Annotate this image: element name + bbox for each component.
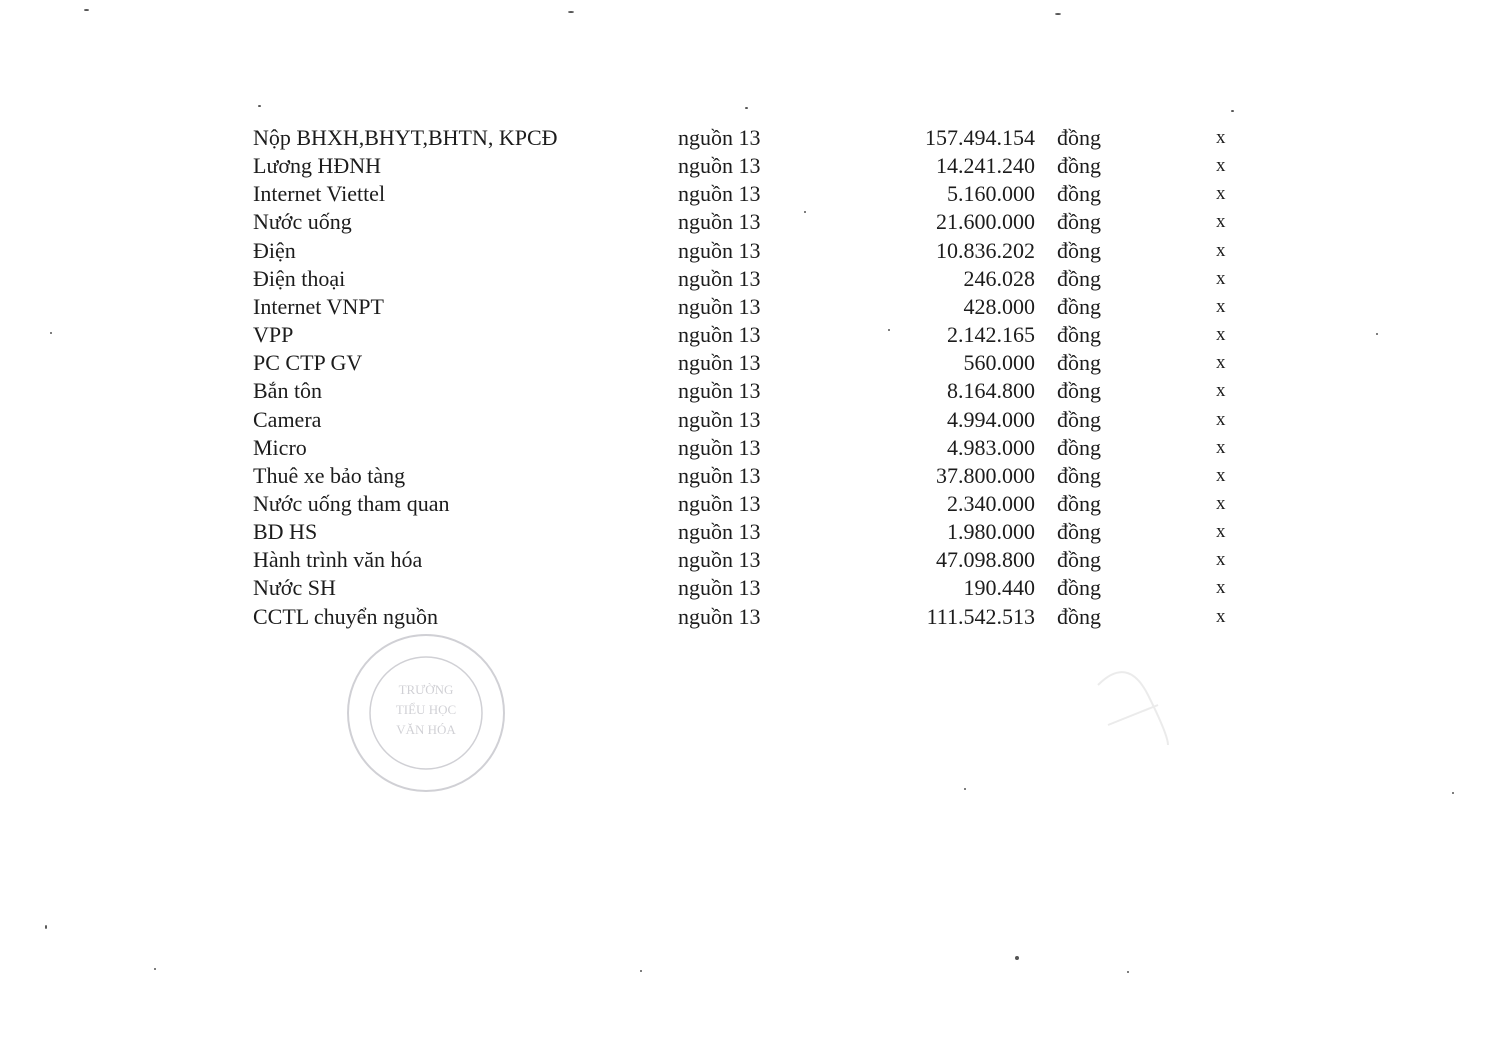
expense-amount: 428.000 bbox=[963, 293, 1035, 319]
funding-source: nguồn 13 bbox=[678, 406, 761, 432]
table-row bbox=[0, 518, 1500, 546]
funding-source: nguồn 13 bbox=[678, 547, 761, 573]
check-mark: x bbox=[1216, 436, 1226, 458]
currency-unit: đồng bbox=[1057, 547, 1101, 573]
check-mark: x bbox=[1216, 127, 1226, 148]
expense-amount: 2.340.000 bbox=[947, 490, 1035, 516]
expense-description: Internet VNPT bbox=[253, 293, 384, 319]
table-row bbox=[0, 180, 1500, 208]
scan-speck bbox=[84, 9, 89, 11]
currency-unit: đồng bbox=[1057, 322, 1101, 348]
expense-amount: 8.164.800 bbox=[947, 378, 1035, 404]
funding-source: nguồn 13 bbox=[678, 378, 761, 404]
table-row bbox=[0, 321, 1500, 349]
funding-source: nguồn 13 bbox=[678, 237, 761, 263]
check-mark: x bbox=[1216, 492, 1226, 514]
table-row bbox=[0, 265, 1500, 293]
expense-amount: 157.494.154 bbox=[925, 125, 1035, 150]
check-mark: x bbox=[1216, 239, 1226, 261]
funding-source: nguồn 13 bbox=[678, 181, 761, 207]
table-row bbox=[0, 349, 1500, 377]
table-row bbox=[0, 237, 1500, 265]
table-row bbox=[0, 462, 1500, 490]
expense-amount: 560.000 bbox=[963, 350, 1035, 376]
expense-amount: 4.983.000 bbox=[947, 434, 1035, 460]
official-stamp bbox=[343, 632, 509, 794]
expense-description: Camera bbox=[253, 406, 322, 432]
expense-description: Nước uống bbox=[253, 209, 352, 235]
table-row bbox=[0, 574, 1500, 602]
expense-description: Hành trình văn hóa bbox=[253, 547, 423, 573]
currency-unit: đồng bbox=[1057, 519, 1101, 545]
expense-description: Bắn tôn bbox=[253, 378, 323, 404]
check-mark: x bbox=[1216, 408, 1226, 430]
scan-speck bbox=[1127, 971, 1129, 973]
currency-unit: đồng bbox=[1057, 462, 1101, 488]
expense-amount: 10.836.202 bbox=[936, 237, 1035, 263]
currency-unit: đồng bbox=[1057, 125, 1101, 150]
expense-description: Micro bbox=[253, 434, 307, 460]
expense-amount: 190.440 bbox=[963, 575, 1035, 601]
stamp-line: TRƯỜNG bbox=[398, 682, 454, 697]
scan-speck bbox=[258, 105, 261, 107]
currency-unit: đồng bbox=[1057, 434, 1101, 460]
expense-description: CCTL chuyển nguồn bbox=[253, 603, 438, 629]
table-row bbox=[0, 434, 1500, 462]
expense-description: Thuê xe bảo tàng bbox=[253, 462, 406, 488]
check-mark: x bbox=[1216, 352, 1226, 374]
faint-signature-trace bbox=[1088, 645, 1178, 755]
currency-unit: đồng bbox=[1057, 153, 1101, 179]
check-mark: x bbox=[1216, 464, 1226, 486]
check-mark: x bbox=[1216, 521, 1226, 543]
check-mark: x bbox=[1216, 155, 1226, 177]
currency-unit: đồng bbox=[1057, 378, 1101, 404]
funding-source: nguồn 13 bbox=[678, 462, 761, 488]
funding-source: nguồn 13 bbox=[678, 293, 761, 319]
currency-unit: đồng bbox=[1057, 293, 1101, 319]
currency-unit: đồng bbox=[1057, 265, 1101, 291]
scan-speck bbox=[1015, 956, 1019, 960]
expense-amount: 1.980.000 bbox=[947, 519, 1035, 545]
expense-amount: 37.800.000 bbox=[936, 462, 1035, 488]
scan-speck bbox=[1055, 13, 1061, 15]
currency-unit: đồng bbox=[1057, 406, 1101, 432]
currency-unit: đồng bbox=[1057, 350, 1101, 376]
expense-description: Điện bbox=[253, 237, 296, 263]
funding-source: nguồn 13 bbox=[678, 434, 761, 460]
scan-speck bbox=[568, 11, 574, 13]
expense-description: Nước uống tham quan bbox=[253, 490, 450, 516]
expense-amount: 4.994.000 bbox=[947, 406, 1035, 432]
table-row bbox=[0, 546, 1500, 574]
expense-description: Nước SH bbox=[253, 575, 336, 601]
check-mark: x bbox=[1216, 324, 1226, 346]
check-mark: x bbox=[1216, 211, 1226, 233]
check-mark: x bbox=[1216, 183, 1226, 205]
scan-speck bbox=[1452, 792, 1454, 794]
funding-source: nguồn 13 bbox=[678, 575, 761, 601]
expense-amount: 21.600.000 bbox=[936, 209, 1035, 235]
expense-description: Điện thoại bbox=[253, 265, 346, 291]
check-mark: x bbox=[1216, 267, 1226, 289]
funding-source: nguồn 13 bbox=[678, 490, 761, 516]
stamp-line: TIỂU HỌC bbox=[395, 702, 457, 717]
scan-speck bbox=[1231, 110, 1234, 112]
check-mark: x bbox=[1216, 549, 1226, 571]
currency-unit: đồng bbox=[1057, 181, 1101, 207]
table-row bbox=[0, 124, 1500, 152]
scan-speck bbox=[964, 788, 966, 790]
expense-description: Internet Viettel bbox=[253, 181, 386, 207]
funding-source: nguồn 13 bbox=[678, 265, 761, 291]
scan-speck bbox=[640, 970, 642, 972]
table-row bbox=[0, 293, 1500, 321]
expense-description: VPP bbox=[253, 322, 294, 348]
scan-speck bbox=[154, 968, 156, 970]
table-row bbox=[0, 490, 1500, 518]
funding-source: nguồn 13 bbox=[678, 519, 761, 545]
funding-source: nguồn 13 bbox=[678, 153, 761, 179]
funding-source: nguồn 13 bbox=[678, 322, 761, 348]
currency-unit: đồng bbox=[1057, 490, 1101, 516]
check-mark: x bbox=[1216, 380, 1226, 402]
check-mark: x bbox=[1216, 295, 1226, 317]
scan-speck bbox=[45, 925, 47, 929]
check-mark: x bbox=[1216, 577, 1226, 599]
currency-unit: đồng bbox=[1057, 575, 1101, 601]
table-row bbox=[0, 208, 1500, 236]
expense-description: BD HS bbox=[253, 519, 318, 545]
expense-amount: 47.098.800 bbox=[936, 547, 1035, 573]
currency-unit: đồng bbox=[1057, 237, 1101, 263]
funding-source: nguồn 13 bbox=[678, 209, 761, 235]
funding-source: nguồn 13 bbox=[678, 603, 761, 629]
table-row bbox=[0, 603, 1500, 631]
currency-unit: đồng bbox=[1057, 209, 1101, 235]
table-row bbox=[0, 406, 1500, 434]
check-mark: x bbox=[1216, 605, 1226, 627]
funding-source: nguồn 13 bbox=[678, 125, 761, 150]
expense-amount: 14.241.240 bbox=[936, 153, 1035, 179]
expense-amount: 5.160.000 bbox=[947, 181, 1035, 207]
expense-amount: 2.142.165 bbox=[947, 322, 1035, 348]
table-row bbox=[0, 152, 1500, 180]
expense-amount: 111.542.513 bbox=[926, 603, 1035, 629]
expense-description: Nộp BHXH,BHYT,BHTN, KPCĐ bbox=[253, 125, 558, 150]
expense-description: PC CTP GV bbox=[253, 350, 363, 376]
funding-source: nguồn 13 bbox=[678, 350, 761, 376]
currency-unit: đồng bbox=[1057, 603, 1101, 629]
stamp-line: VĂN HÓA bbox=[396, 722, 456, 737]
table-row bbox=[0, 377, 1500, 405]
expense-description: Lương HĐNH bbox=[253, 153, 382, 179]
scan-speck bbox=[745, 107, 748, 109]
expense-amount: 246.028 bbox=[963, 265, 1035, 291]
